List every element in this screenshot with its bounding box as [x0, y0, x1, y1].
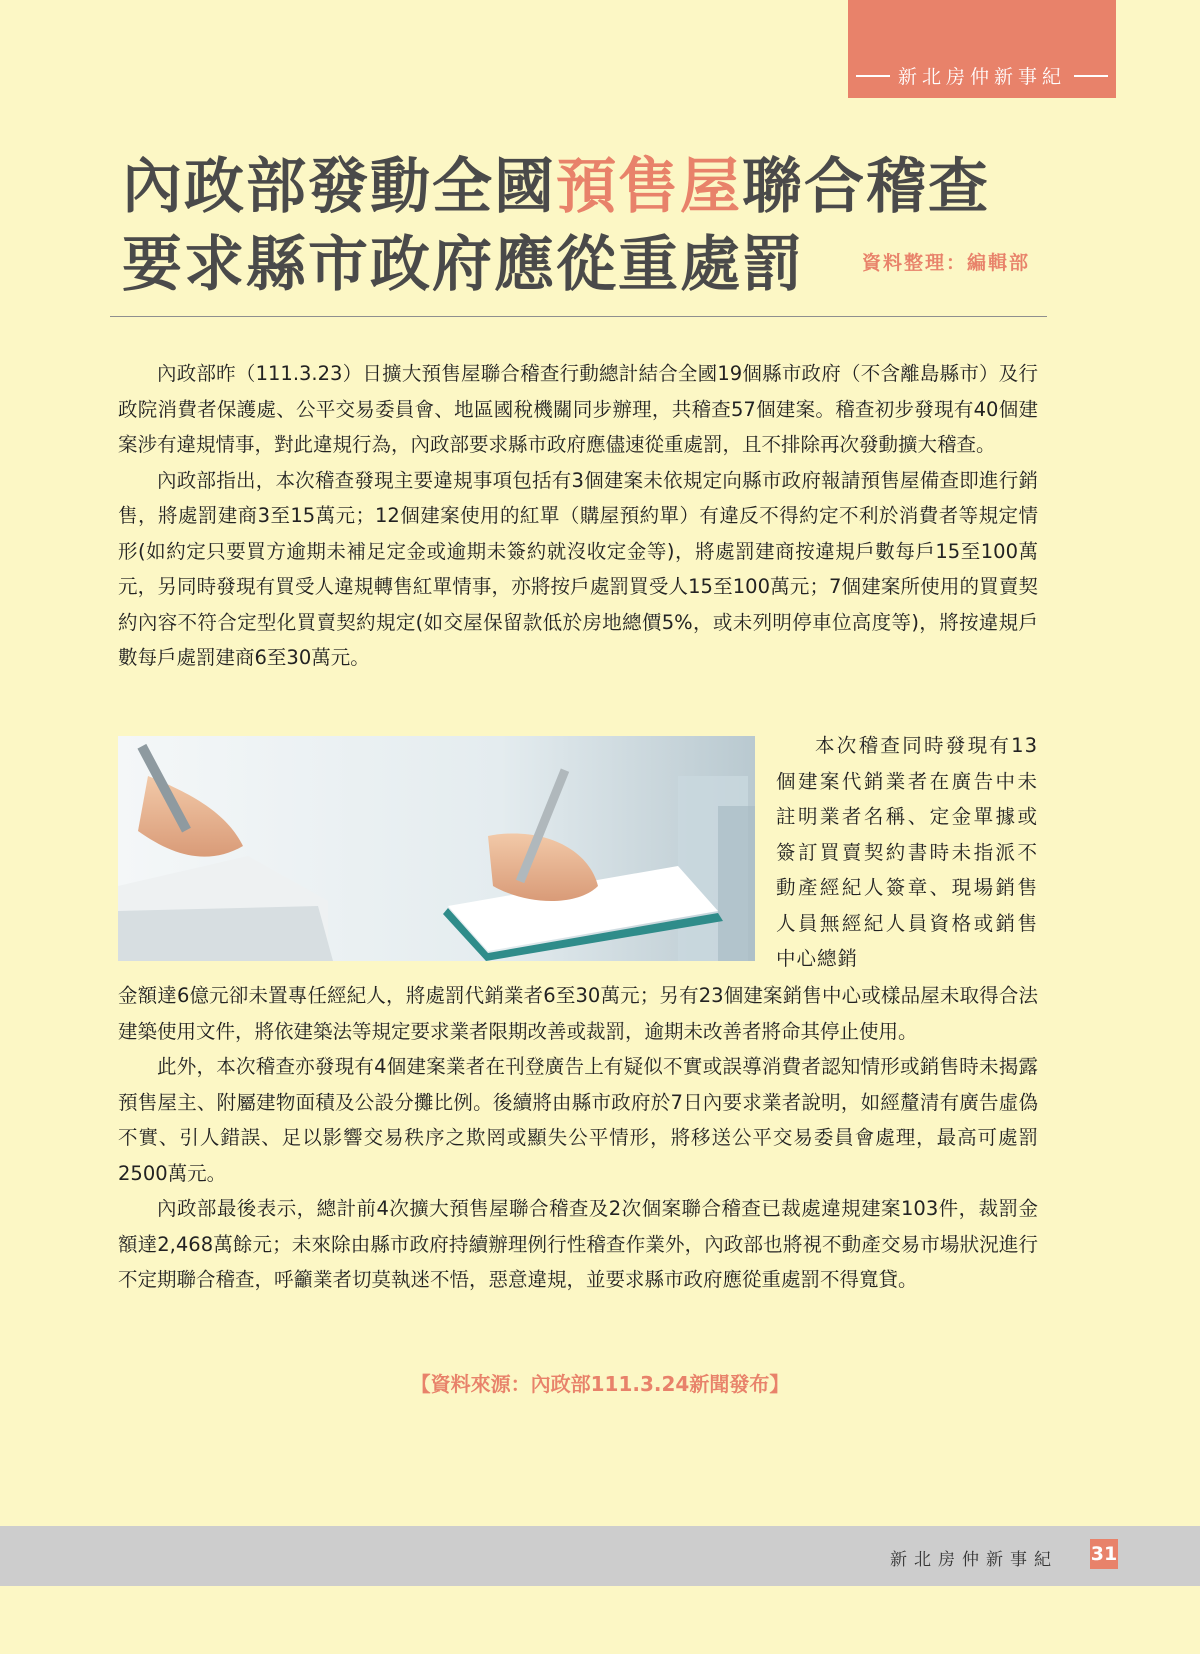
title-part1: 內政部發動全國 [122, 152, 556, 222]
section-label: 新北房仲新事紀 [897, 66, 1066, 88]
title-part2: 聯合稽查 [742, 152, 990, 222]
paragraph-2: 內政部指出，本次稽查發現主要違規事項包括有3個建案未依規定向縣市政府報請預售屋備查即進行銷售，將處罰建商3至15萬元；12個建案使用的紅單（購屋預約單）有違反不得約定不利於消費者等規定情形(如約定只要買方逾期未補足定金或逾期未簽約就沒收定金等)，將處罰建商按違規戶數每戶15至100萬元，另同時發現有買受人違規轉售紅單情事，亦將按戶處罰買受人15至100萬元；7個建案所使用的買賣契約內容不符合定型化買賣契約規定(如交屋保留款低於房地總價5%，或未列明停車位高度等)，將按違規戶數每戶處罰建商6至30萬元。 [118, 468, 1038, 669]
title-highlight: 預售屋 [556, 152, 742, 222]
page-number: 31 [1090, 1539, 1118, 1569]
photo-illustration [118, 736, 755, 961]
paragraph-3-side: 本次稽查同時發現有13個建案代銷業者在廣告中未註明業者名稱、定金單據或簽訂買賣契約書時未指派不動產經紀人簽章、現場銷售人員無經紀人員資格或銷售中心總銷 [776, 734, 1038, 970]
paragraph-4: 此外，本次稽查亦發現有4個建案業者在刊登廣告上有疑似不實或誤導消費者認知情形或銷售時未揭露預售屋主、附屬建物面積及公設分攤比例。後續將由縣市政府於7日內要求業者說明，如經釐清有廣告虛偽不實、引人錯誤、足以影響交易秩序之欺罔或顯失公平情形，將移送公平交易委員會處理，最高可處罰2500萬元。 [118, 1055, 1038, 1185]
title-divider [110, 316, 1047, 317]
section-tab [848, 0, 1116, 98]
article-body-side [776, 728, 1038, 977]
paragraph-3-continued: 金額達6億元卻未置專任經紀人，將處罰代銷業者6至30萬元；另有23個建案銷售中心或樣品屋未取得合法建築使用文件，將依建築法等規定要求業者限期改善或裁罰，逾期未改善者將命其停止使用。 [118, 984, 1038, 1043]
divider-dash [1074, 75, 1108, 77]
title-line2: 要求縣市政府應從重處罰 [122, 230, 804, 300]
article-body-top [118, 356, 1038, 676]
article-body-bottom [118, 978, 1038, 1298]
byline: 資料整理：編輯部 [862, 252, 1031, 274]
divider-dash [856, 75, 890, 77]
hands-writing-photo [118, 736, 755, 961]
article-title [122, 148, 990, 304]
paragraph-1: 內政部昨（111.3.23）日擴大預售屋聯合稽查行動總計結合全國19個縣市政府（不含離島縣市）及行政院消費者保護處、公平交易委員會、地區國稅機關同步辦理，共稽查57個建案。稽查初步發現有40個建案涉有違規情事，對此違規行為，內政部要求縣市政府應儘速從重處罰，且不排除再次發動擴大稽查。 [118, 362, 1038, 456]
paragraph-5: 內政部最後表示，總計前4次擴大預售屋聯合稽查及2次個案聯合稽查已裁處違規建案103件，裁罰金額達2,468萬餘元；未來除由縣市政府持續辦理例行性稽查作業外，內政部也將視不動產交易市場狀況進行不定期聯合稽查，呼籲業者切莫執迷不悟，惡意違規，並要求縣市政府應從重處罰不得寬貸。 [118, 1197, 1038, 1291]
section-label-row [848, 62, 1116, 89]
source-note: 【資料來源：內政部111.3.24新聞發布】 [410, 1372, 790, 1396]
footer-magazine-name: 新北房仲新事紀 [890, 1550, 1058, 1570]
